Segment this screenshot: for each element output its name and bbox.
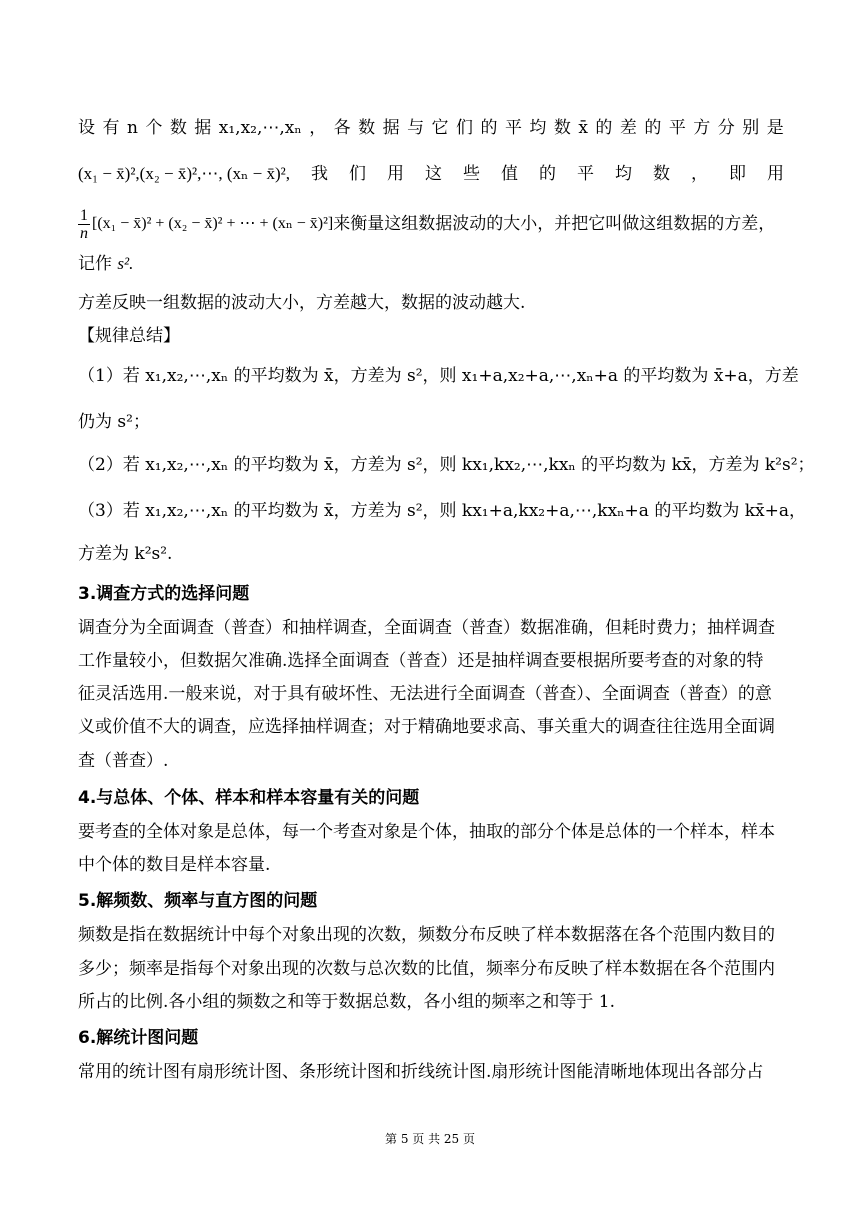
rule-1: （1）若 x₁,x₂,⋯,xₙ 的平均数为 x̄，方差为 s²，则 x₁+a,x₂+a,⋯,xₙ+a 的平均数为 x̄+a，方差 <box>78 366 799 386</box>
justified-word: 我 <box>310 164 328 184</box>
justified-word: n <box>126 118 138 138</box>
para1-line5: 方差反映一组数据的波动大小，方差越大，数据的波动越大. <box>78 293 526 313</box>
justified-word: 有 <box>102 118 120 138</box>
justified-word: ， <box>690 164 708 184</box>
fraction-one-over-n <box>78 207 90 242</box>
justified-word: 别 <box>742 118 760 138</box>
section-3-line: 查（普查）. <box>78 751 169 771</box>
justified-word: 设 <box>78 118 95 138</box>
fraction-numerator: 1 <box>80 206 88 224</box>
justified-word: 是 <box>766 118 784 138</box>
variance-terms: (x₁ − x̄)²,(x₂ − x̄)²,⋯, (xₙ − x̄)², <box>78 164 290 183</box>
justified-word: x̄ <box>578 118 588 138</box>
justified-word: 些 <box>462 164 480 184</box>
rule-3-cont: 方差为 k²s². <box>78 544 173 564</box>
justified-word: 差 <box>619 118 637 138</box>
justified-word: ， <box>309 118 327 138</box>
justified-word: 均 <box>614 164 632 184</box>
rule-2: （2）若 x₁,x₂,⋯,xₙ 的平均数为 x̄，方差为 s²，则 kx₁,kx₂,⋯,kxₙ 的平均数为 kx̄，方差为 k²s²； <box>78 455 815 475</box>
section-3-line: 工作量较小，但数据欠准确.选择全面调查（普查）还是抽样调查要根据所要考查的对象的特 <box>78 651 764 671</box>
justified-word: 们 <box>348 164 366 184</box>
section-3-line: 征灵活选用.一般来说，对于具有破坏性、无法进行全面调查（普查）、全面调查（普查）的意 <box>78 684 772 704</box>
justified-word: 数 <box>169 118 187 138</box>
justified-word: 用 <box>386 164 404 184</box>
justified-word: 分 <box>717 118 735 138</box>
page-footer: 第 5 页 共 25 页 <box>385 1132 475 1146</box>
justified-word: 数 <box>652 164 670 184</box>
section-6-line: 常用的统计图有扇形统计图、条形统计图和折线统计图.扇形统计图能清晰地体现出各部分占 <box>78 1062 764 1082</box>
justified-word: 据 <box>194 118 212 138</box>
justified-word: 即 <box>728 164 746 184</box>
section-6-heading: 6.解统计图问题 <box>78 1028 199 1048</box>
justified-word: 用 <box>766 164 784 184</box>
rule-1-cont: 仍为 s²； <box>78 412 150 432</box>
justified-word: 平 <box>576 164 594 184</box>
section-5-line: 所占的比例.各小组的频数之和等于数据总数，各小组的频率之和等于 1. <box>78 992 616 1012</box>
section-4-line: 要考查的全体对象是总体，每一个考查对象是个体，抽取的部分个体是总体的一个样本，样本 <box>78 822 775 842</box>
justified-word: 各 <box>333 118 351 138</box>
justified-word: 值 <box>500 164 518 184</box>
justified-word: x₁,x₂,⋯,xₙ <box>218 118 302 138</box>
justified-word: 与 <box>407 118 425 138</box>
section-3-line: 调查分为全面调查（普查）和抽样调查，全面调查（普查）数据准确，但耗时费力；抽样调查 <box>78 618 775 638</box>
section-5-heading: 5.解频数、频率与直方图的问题 <box>78 891 318 911</box>
rules-title: 【规律总结】 <box>78 326 180 346</box>
denote-label: 记作 <box>78 254 112 274</box>
justified-word: 方 <box>693 118 711 138</box>
justified-word: 平 <box>504 118 522 138</box>
para1-line2 <box>78 162 784 186</box>
rule-3: （3）若 x₁,x₂,⋯,xₙ 的平均数为 x̄，方差为 s²，则 kx₁+a,kx₂+a,⋯,kxₙ+a 的平均数为 kx̄+a， <box>78 501 806 521</box>
justified-word: 的 <box>480 118 498 138</box>
section-5-line: 频数是指在数据统计中每个对象出现的次数，频数分布反映了样本数据落在各个范围内数目的 <box>78 925 775 945</box>
para1-line4 <box>78 252 784 276</box>
justified-word: 据 <box>382 118 400 138</box>
justified-word: 的 <box>595 118 613 138</box>
justified-word: 均 <box>529 118 547 138</box>
fraction-denominator: n <box>80 224 88 242</box>
justified-word: 个 <box>145 118 163 138</box>
variance-definition-text: 来衡量这组数据波动的大小，并把它叫做这组数据的方差， <box>333 214 776 234</box>
justified-word: 数 <box>553 118 571 138</box>
justified-word: 们 <box>456 118 474 138</box>
section-3-heading: 3.调查方式的选择问题 <box>78 584 250 604</box>
section-3-line: 义或价值不大的调查，应选择抽样调查；对于精确地要求高、事关重大的调查往往选用全面调 <box>78 717 775 737</box>
section-4-line: 中个体的数目是样本容量. <box>78 855 271 875</box>
justified-word: 的 <box>538 164 556 184</box>
variance-symbol: s². <box>117 254 134 273</box>
justified-word: 的 <box>644 118 662 138</box>
para1-line1 <box>78 116 784 140</box>
justified-word: 平 <box>668 118 686 138</box>
justified-word: 数 <box>358 118 376 138</box>
variance-formula: [(x₁ − x̄)² + (x₂ − x̄)² + ⋯ + (xₙ − x̄)²] <box>92 215 334 232</box>
section-4-heading: 4.与总体、个体、样本和样本容量有关的问题 <box>78 788 420 808</box>
justified-word: 它 <box>431 118 449 138</box>
justified-word: 这 <box>424 164 442 184</box>
section-5-line: 多少；频率是指每个对象出现的次数与总次数的比值，频率分布反映了样本数据在各个范围内 <box>78 959 775 979</box>
para1-line3 <box>78 204 784 244</box>
